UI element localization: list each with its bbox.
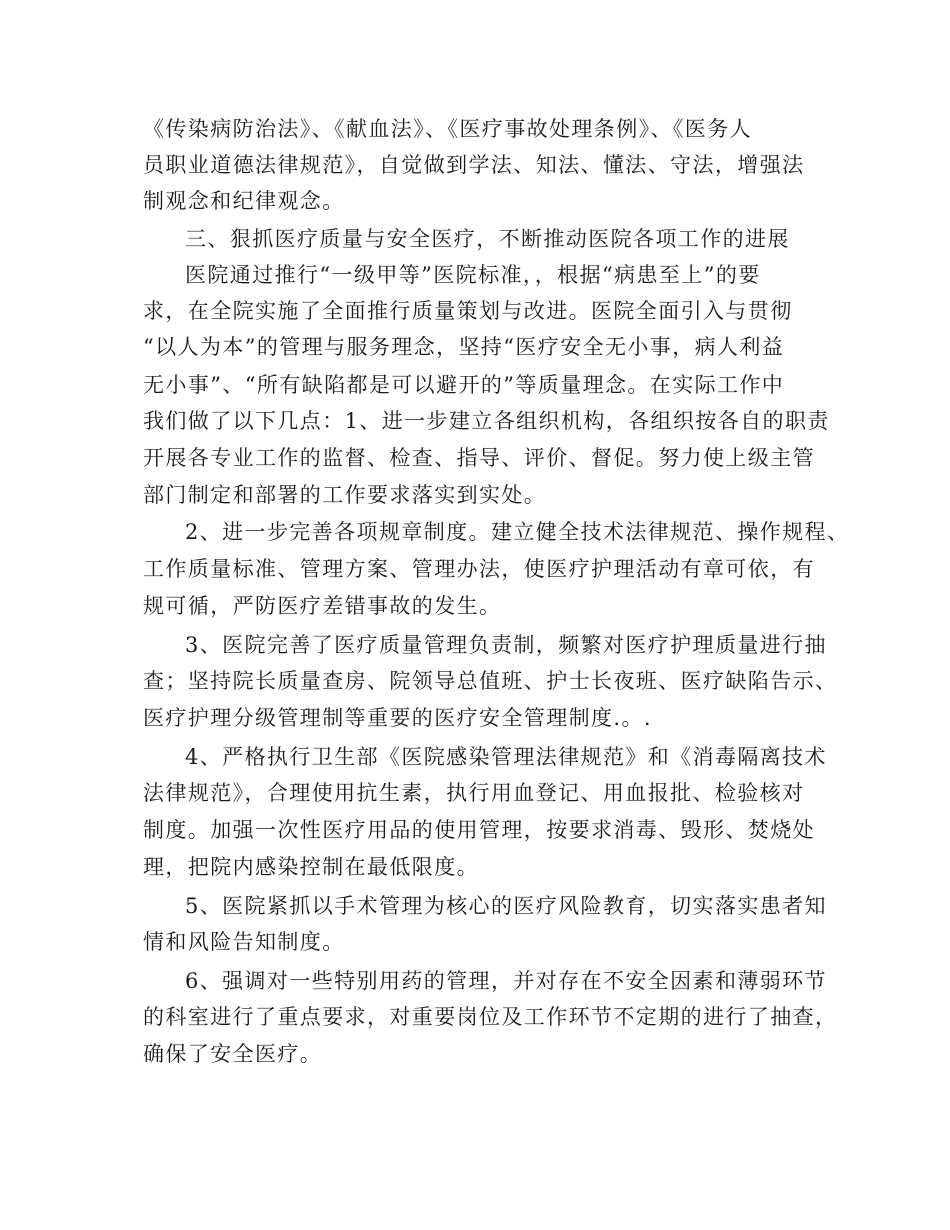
- text-line: 3、医院完善了医疗质量管理负责制，频繁对医疗护理质量进行抽: [185, 633, 827, 657]
- text-line: 确保了安全医疗。: [143, 1042, 323, 1066]
- text-line: 理，把院内感染控制在最低限度。: [143, 855, 479, 879]
- text-line: 《传染病防治法》、《献血法》、《医疗事故处理条例》、《医务人: [143, 117, 752, 141]
- text-line: 制度。加强一次性医疗用品的使用管理，按要求消毒、毁形、焚烧处: [143, 818, 815, 842]
- text-line: 开展各专业工作的监督、检查、指导、评价、督促。努力使上级主管: [143, 446, 815, 470]
- text-line: 规可循，严防医疗差错事故的发生。: [143, 594, 502, 618]
- text-line: 工作质量标准、管理方案、管理办法，使医疗护理活动有章可依，有: [143, 557, 815, 581]
- text-line: 的科室进行了重点要求，对重要岗位及工作环节不定期的进行了抽查，: [143, 1005, 838, 1029]
- text-line: 部门制定和部署的工作要求落实到实处。: [143, 483, 547, 507]
- text-line: 我们做了以下几点：1、进一步建立各组织机构，各组织按各自的职责: [143, 409, 830, 433]
- section-heading: 三、狠抓医疗质量与安全医疗，不断推动医院各项工作的进展: [185, 227, 790, 251]
- text-line: 4、严格执行卫生部《医院感染管理法律规范》和《消毒隔离技术: [185, 745, 827, 769]
- text-line: 求，在全院实施了全面推行质量策划与改进。医院全面引入与贯彻: [143, 299, 793, 323]
- text-line: 医疗护理分级管理制等重要的医疗安全管理制度.。.: [143, 706, 652, 730]
- text-line: 2、进一步完善各项规章制度。建立健全技术法律规范、操作规程、: [185, 520, 850, 544]
- text-line: 情和风险告知制度。: [143, 930, 345, 954]
- text-line: 无小事”、“所有缺陷都是可以避开的”等质量理念。在实际工作中: [143, 373, 785, 397]
- text-line: “以人为本”的管理与服务理念，坚持“医疗安全无小事，病人利益: [143, 335, 785, 359]
- text-line: 6、强调对一些特别用药的管理，并对存在不安全因素和薄弱环节: [185, 969, 827, 993]
- text-line: 查；坚持院长质量查房、院领导总值班、护士长夜班、医疗缺陷告示、: [143, 669, 838, 693]
- text-line: 法律规范》，合理使用抗生素，执行用血登记、用血报批、检验核对: [143, 781, 805, 805]
- text-line: 5、医院紧抓以手术管理为核心的医疗风险教育，切实落实患者知: [185, 894, 827, 918]
- text-line: 医院通过推行“一级甲等”医院标准，，根据“病患至上”的要: [185, 263, 761, 287]
- text-line: 员职业道德法律规范》，自觉做到学法、知法、懂法、守法，增强法: [143, 153, 805, 177]
- text-line: 制观念和纪律观念。: [143, 189, 345, 213]
